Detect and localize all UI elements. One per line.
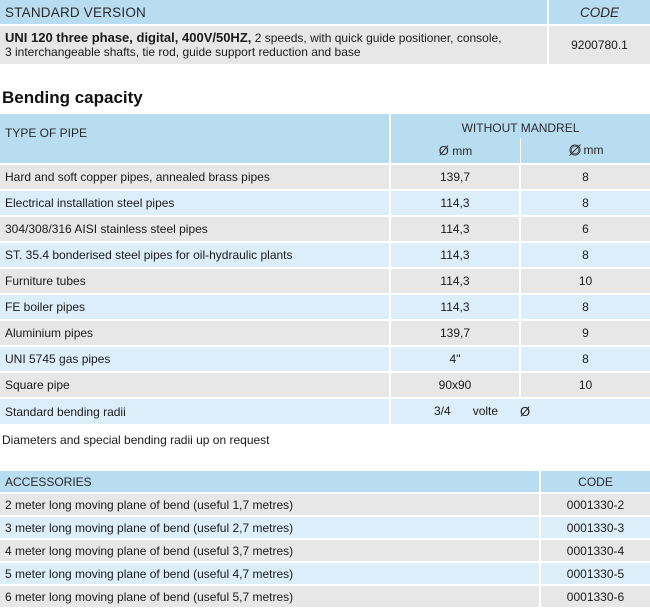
- code-header: CODE: [548, 0, 650, 25]
- product-description-line2: 3 interchangeable shafts, tie rod, guide support reduction and base: [5, 44, 361, 59]
- standard-version-header: STANDARD VERSION: [0, 0, 548, 25]
- standard-version-table: [0, 0, 650, 64]
- accessories-table: [0, 471, 650, 609]
- pipe-thickness: 8: [520, 294, 650, 320]
- radii-symbol: Ø: [520, 404, 531, 419]
- accessories-header: ACCESSORIES: [0, 471, 540, 493]
- without-mandrel-label: WITHOUT MANDREL: [461, 120, 580, 135]
- pipe-type: UNI 5745 gas pipes: [0, 346, 390, 372]
- product-name: UNI 120 three phase, digital, 400V/50HZ,: [5, 29, 252, 45]
- pipe-type: Electrical installation steel pipes: [0, 190, 390, 216]
- accessory-name: 3 meter long moving plane of bend (useful 2,7 metres): [0, 516, 540, 539]
- bending-capacity-table: [0, 114, 650, 424]
- type-of-pipe-header: TYPE OF PIPE: [0, 114, 390, 164]
- bending-capacity-title: Bending capacity: [2, 88, 143, 107]
- table-row: [0, 294, 650, 320]
- pipe-type: 304/308/316 AISI stainless steel pipes: [0, 216, 390, 242]
- table-row: [0, 242, 650, 268]
- diameter-mm-header: Ø mm: [438, 142, 473, 158]
- radii-unit: volte: [472, 404, 499, 418]
- pipe-diameter: 114,3: [390, 242, 520, 268]
- table-row: [0, 585, 650, 608]
- table-row: [0, 493, 650, 516]
- accessory-name: 2 meter long moving plane of bend (useful 1,7 metres): [0, 493, 540, 516]
- accessory-name: 5 meter long moving plane of bend (useful 4,7 metres): [0, 562, 540, 585]
- pipe-diameter: 114,3: [390, 190, 520, 216]
- accessory-name: 4 meter long moving plane of bend (useful 3,7 metres): [0, 539, 540, 562]
- pipe-thickness: 9: [520, 320, 650, 346]
- accessory-code: 0001330-5: [540, 562, 650, 585]
- table-row: [0, 164, 650, 190]
- standard-bending-radii-value: [390, 398, 650, 424]
- table-row: [0, 562, 650, 585]
- pipe-thickness: 8: [520, 242, 650, 268]
- thickness-mm-label: mm: [583, 143, 604, 157]
- pipe-type: ST. 35.4 bonderised steel pipes for oil-hydraulic plants: [0, 242, 390, 268]
- pipe-diameter: 90x90: [390, 372, 520, 398]
- product-description: [0, 25, 548, 64]
- accessories-code-header: CODE: [540, 471, 650, 493]
- pipe-diameter: 4": [390, 346, 520, 372]
- product-description-line1: 2 speeds, with quick guide positioner, console,: [251, 30, 502, 45]
- pipe-type: Hard and soft copper pipes, annealed brass pipes: [0, 164, 390, 190]
- table-row: [0, 268, 650, 294]
- accessory-name: 6 meter long moving plane of bend (useful 5,7 metres): [0, 585, 540, 608]
- pipe-type: Aluminium pipes: [0, 320, 390, 346]
- accessory-code: 0001330-6: [540, 585, 650, 608]
- pipe-thickness: 10: [520, 372, 650, 398]
- accessory-code: 0001330-2: [540, 493, 650, 516]
- table-row: [0, 539, 650, 562]
- pipe-diameter: 139,7: [390, 320, 520, 346]
- radii-value: 3/4: [434, 404, 451, 418]
- without-mandrel-header: [390, 114, 650, 164]
- pipe-thickness: 10: [520, 268, 650, 294]
- pipe-thickness: 8: [520, 164, 650, 190]
- accessory-code: 0001330-3: [540, 516, 650, 539]
- table-row: [0, 190, 650, 216]
- pipe-diameter: 114,3: [390, 216, 520, 242]
- standard-bending-radii-label: Standard bending radii: [0, 398, 390, 424]
- pipe-thickness: 8: [520, 346, 650, 372]
- pipe-thickness: 8: [520, 190, 650, 216]
- table-row: [0, 216, 650, 242]
- special-radii-note: Diameters and special bending radii up on request: [2, 433, 270, 447]
- pipe-type: FE boiler pipes: [0, 294, 390, 320]
- crossed-circle-icon: [568, 143, 582, 157]
- pipe-diameter: 114,3: [390, 268, 520, 294]
- table-row: [0, 516, 650, 539]
- table-row: [0, 372, 650, 398]
- accessory-code: 0001330-4: [540, 539, 650, 562]
- table-row: [0, 320, 650, 346]
- pipe-type: Furniture tubes: [0, 268, 390, 294]
- pipe-thickness: 6: [520, 216, 650, 242]
- pipe-diameter: 139,7: [390, 164, 520, 190]
- pipe-type: Square pipe: [0, 372, 390, 398]
- pipe-diameter: 114,3: [390, 294, 520, 320]
- product-code: 9200780.1: [548, 25, 650, 64]
- thickness-mm-header: [520, 138, 650, 163]
- table-row: [0, 346, 650, 372]
